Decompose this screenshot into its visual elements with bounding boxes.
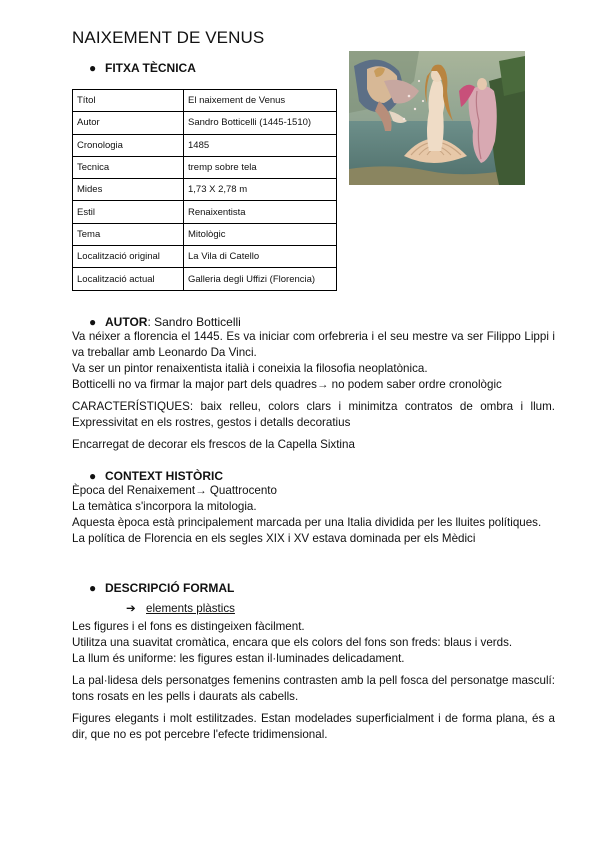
fitxa-key: Cronologia [73,134,184,156]
bullet-dot: ● [89,315,97,329]
fitxa-row [73,246,337,268]
arrow-icon: ➔ [126,602,136,615]
bullet-dot: ● [89,61,97,75]
context-paragraph-2: La temàtica s'incorpora la mitologia. [72,500,257,513]
fitxa-row [73,223,337,245]
fitxa-key: Localització original [73,246,184,268]
fitxa-value: Renaixentista [184,201,337,223]
section-heading-context: ● CONTEXT HISTÒRIC [89,469,224,483]
fitxa-value: Mitològic [184,223,337,245]
descripcio-paragraph-2: Utilitza una suavitat cromàtica, encara que els colors del fons son freds: blaus i verds. [72,636,513,649]
fitxa-key: Tema [73,223,184,245]
fitxa-value: La Vila di Catello [184,246,337,268]
descripcio-paragraph-1: Les figures i el fons es distingeixen fàcilment. [72,620,305,633]
section-heading-descripcio: ● DESCRIPCIÓ FORMAL [89,581,235,595]
fitxa-key: Títol [73,90,184,112]
fitxa-row [73,156,337,178]
fitxa-value: El naixement de Venus [184,90,337,112]
bullet-dot: ● [89,581,97,595]
autor-caracteristiques: CARACTERÍSTIQUES: baix relleu, colors clars i minimitza contratos de ombra i llum. Expressivitat en els rostres, gestos i detalls decoratius [72,400,555,429]
page-title: NAIXEMENT DE VENUS [72,28,265,47]
subheading-elements-plastics: ➔ elements plàstics [126,602,235,615]
autor-paragraph-5: Encarregat de decorar els frescos de la Capella Sixtina [72,438,355,451]
fitxa-row [73,90,337,112]
fitxa-row [73,112,337,134]
fitxa-row [73,201,337,223]
fitxa-key: Mides [73,179,184,201]
descripcio-paragraph-5: Figures elegants i molt estilitzades. Estan modelades superficialment i de forma plana, és a dir, que no es pot percebre l'efecte tridimensional. [72,712,555,741]
fitxa-key: Localització actual [73,268,184,290]
descripcio-paragraph-3: La llum és uniforme: les figures estan il·luminades delicadament. [72,652,405,665]
context-paragraph-3: Aquesta època està principalement marcada per una Italia dividida per les lluites polítiques. [72,516,542,529]
fitxa-tecnica-table [72,89,337,291]
fitxa-value: 1,73 X 2,78 m [184,179,337,201]
fitxa-key: Autor [73,112,184,134]
fitxa-value: tremp sobre tela [184,156,337,178]
birth-of-venus-painting [349,51,525,185]
fitxa-key: Estil [73,201,184,223]
descripcio-paragraph-4: La pal·lidesa dels personatges femenins contrasten amb la pell fosca del personatge masculí: tons rosats en les pells i daurats als cabells. [72,674,555,703]
context-paragraph-1: Època del Renaixement→ Quattrocento [72,484,277,497]
fitxa-value: 1485 [184,134,337,156]
bullet-dot: ● [89,469,97,483]
fitxa-key: Tecnica [73,156,184,178]
context-text [72,483,555,547]
descripcio-text [72,619,555,743]
fitxa-row [73,268,337,290]
autor-paragraph-3: Botticelli no va firmar la major part dels quadres→ no podem saber ordre cronològic [72,378,502,391]
fitxa-row [73,134,337,156]
fitxa-value: Galleria degli Uffizi (Florencia) [184,268,337,290]
context-paragraph-4: La política de Florencia en els segles XIX i XV estava dominada per els Mèdici [72,532,476,545]
section-heading-autor: ● AUTOR: Sandro Botticelli [89,315,241,329]
section-heading-fitxa: ● FITXA TÈCNICA [89,61,196,75]
autor-paragraph-1: Va néixer a florencia el 1445. Es va iniciar com orfebreria i el seu mestre va ser Filippo Lippi i va treballar amb Leonardo Da Vinci. [72,330,555,359]
autor-paragraph-2: Va ser un pintor renaixentista italià i coneixia la filosofia neoplatònica. [72,362,428,375]
fitxa-value: Sandro Botticelli (1445-1510) [184,112,337,134]
fitxa-row [73,179,337,201]
autor-text [72,329,555,453]
